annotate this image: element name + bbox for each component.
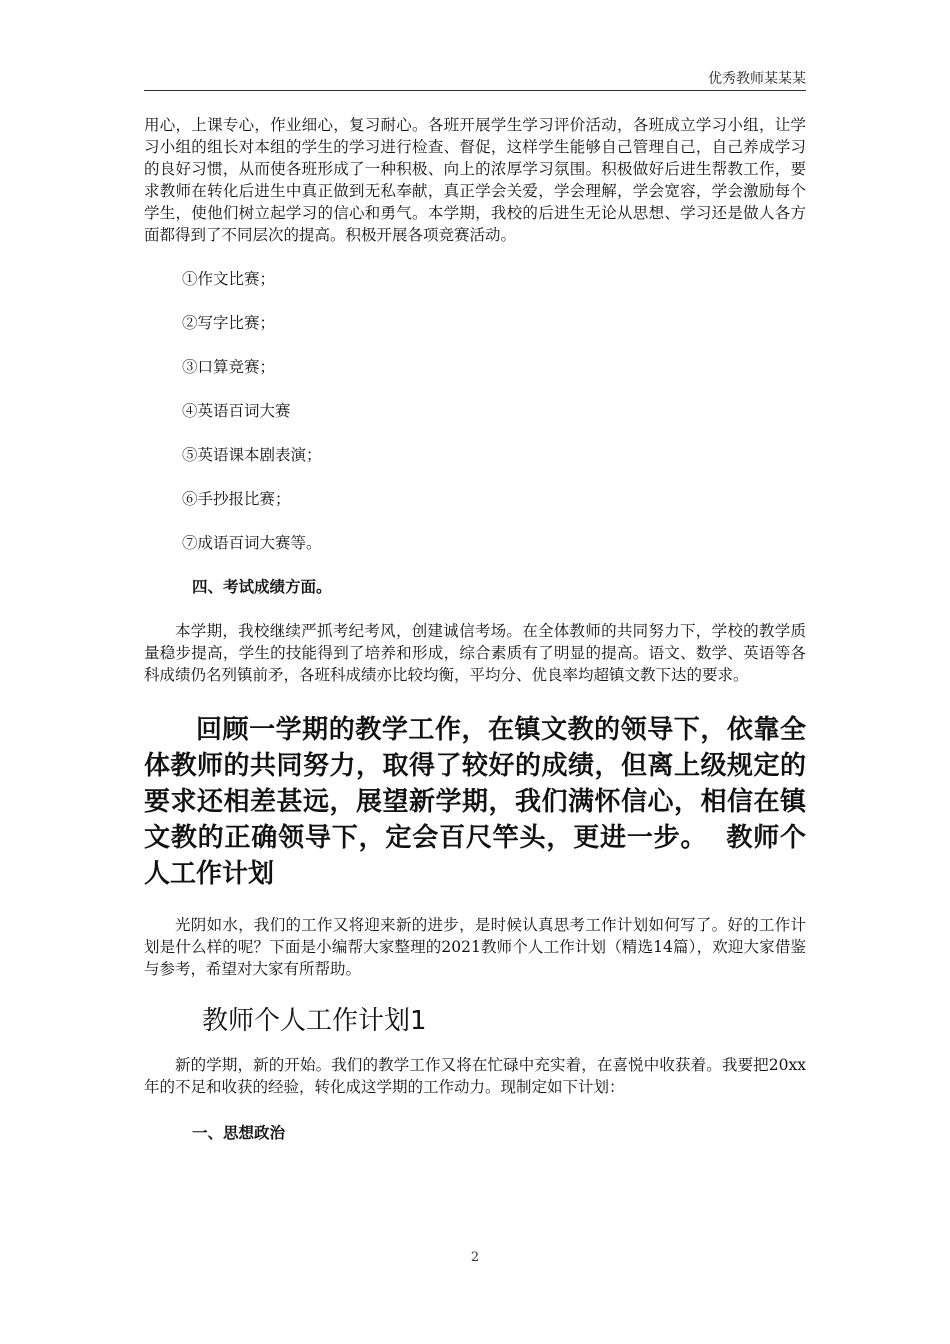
- summary-text: 回顾一学期的教学工作，在镇文教的领导下，依靠全体教师的共同努力，取得了较好的成绩，但离上级规定的要求还相差甚远，展望新学期，我们满怀信心，相信在镇文教的正确领导下，定会百尺竿头，更进一步。: [144, 715, 806, 853]
- list-item: ④英语百词大赛: [182, 402, 291, 420]
- section-heading-exam-results: 四、考试成绩方面。: [192, 577, 332, 596]
- list-item: ⑦成语百词大赛等。: [182, 534, 322, 552]
- competition-list: [144, 268, 806, 554]
- page-header-title: 优秀教师某某某: [708, 71, 806, 87]
- paragraph-study-activities: 用心，上课专心，作业细心，复习耐心。各班开展学生学习评价活动，各班成立学习小组，让学习小组的组长对本组的学生的学习进行检查、督促，这样学生能够自己管理自己，自己养成学习的良好习惯，从而使各班形成了一种积极、向上的浓厚学习氛围。积极做好后进生帮教工作，要求教师在转化后进生中真正做到无私奉献，真正学会关爱，学会理解，学会宽容，学会激励每个学生，使他们树立起学习的信心和勇气。本学期，我校的后进生无论从思想、学习还是做人各方面都得到了不同层次的提高。积极开展各项竞赛活动。: [144, 116, 806, 244]
- summary-paragraph: [144, 712, 806, 892]
- header-divider: [144, 90, 806, 91]
- section-heading-ideology: 一、思想政治: [192, 1123, 286, 1142]
- list-item: ⑥手抄报比赛；: [182, 490, 291, 508]
- summary-title-text: 教师个人工作计划: [144, 823, 806, 889]
- paragraph-exam-results: 本学期，我校继续严抓考纪考风，创建诚信考场。在全体教师的共同努力下，学校的教学质量稳步提高，学生的技能得到了培养和形成，综合素质有了明显的提高。语文、数学、英语等各科成绩仍名列镇前矛，各班科成绩亦比较均衡，平均分、优良率均超镇文教下达的要求。: [144, 622, 806, 684]
- list-item: ⑤英语课本剧表演；: [182, 446, 322, 464]
- document-body: [144, 114, 806, 1144]
- page-number: 2: [470, 1250, 480, 1265]
- plan-1-title: 教师个人工作计划1: [202, 1006, 427, 1036]
- list-item: ①作文比赛；: [182, 270, 276, 288]
- list-item: ②写字比赛；: [182, 314, 276, 332]
- paragraph-new-semester: 新的学期，新的开始。我们的教学工作又将在忙碌中充实着，在喜悦中收获着。我要把20xx年的不足和收获的经验，转化成这学期的工作动力。现制定如下计划：: [144, 1056, 806, 1096]
- list-item: ③口算竞赛；: [182, 358, 276, 376]
- paragraph-intro: 光阴如水，我们的工作又将迎来新的进步，是时候认真思考工作计划如何写了。好的工作计划是什么样的呢？下面是小编帮大家整理的2021教师个人工作计划（精选14篇），欢迎大家借鉴与参考，希望对大家有所帮助。: [144, 916, 806, 978]
